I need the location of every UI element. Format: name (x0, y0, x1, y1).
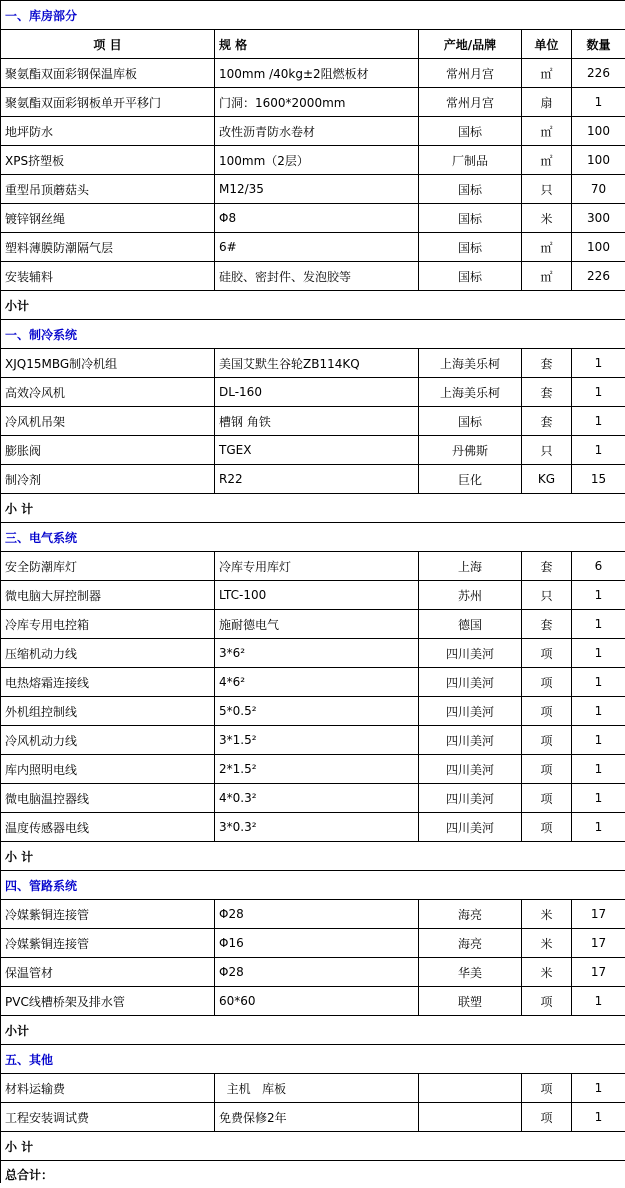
item-unit: 只 (522, 175, 572, 204)
section-title: 三、电气系统 (1, 523, 625, 552)
column-header-row (1, 30, 625, 59)
item-spec: Φ16 (215, 929, 419, 958)
item-unit: 米 (522, 900, 572, 929)
item-name: 冷媒紫铜连接管 (1, 900, 215, 929)
item-name: 电热熔霜连接线 (1, 668, 215, 697)
item-origin (419, 1074, 522, 1103)
header-spec: 规 格 (215, 30, 419, 59)
item-unit: ㎡ (522, 117, 572, 146)
item-spec: 主机 库板 (215, 1074, 419, 1103)
item-origin: 国标 (419, 175, 522, 204)
item-spec: 施耐德电气 (215, 610, 419, 639)
item-qty: 1 (572, 726, 625, 755)
item-qty: 1 (572, 349, 625, 378)
item-qty: 1 (572, 581, 625, 610)
table-row (1, 900, 625, 929)
item-name: 压缩机动力线 (1, 639, 215, 668)
item-name: 高效冷风机 (1, 378, 215, 407)
item-spec: Φ8 (215, 204, 419, 233)
header-unit: 单位 (522, 30, 572, 59)
item-unit: 项 (522, 726, 572, 755)
table-row (1, 987, 625, 1016)
item-origin: 常州月宫 (419, 88, 522, 117)
item-unit: ㎡ (522, 59, 572, 88)
table-row (1, 929, 625, 958)
item-qty: 1 (572, 407, 625, 436)
item-qty: 17 (572, 929, 625, 958)
item-name: 材料运输费 (1, 1074, 215, 1103)
item-name: 冷风机吊架 (1, 407, 215, 436)
table-row (1, 175, 625, 204)
item-unit: 项 (522, 813, 572, 842)
table-row (1, 88, 625, 117)
item-name: 冷库专用电控箱 (1, 610, 215, 639)
item-origin: 德国 (419, 610, 522, 639)
item-origin: 常州月宫 (419, 59, 522, 88)
table-row (1, 726, 625, 755)
item-unit: 只 (522, 581, 572, 610)
item-name: 重型吊顶蘑菇头 (1, 175, 215, 204)
item-origin: 四川美河 (419, 697, 522, 726)
table-row (1, 552, 625, 581)
table-row (1, 262, 625, 291)
item-origin: 国标 (419, 233, 522, 262)
item-name: 聚氨酯双面彩钢保温库板 (1, 59, 215, 88)
table-row (1, 784, 625, 813)
item-qty: 1 (572, 639, 625, 668)
item-spec: 6# (215, 233, 419, 262)
item-spec: 免费保修2年 (215, 1103, 419, 1132)
item-name: 地坪防水 (1, 117, 215, 146)
subtotal-label: 小 计 (1, 1132, 625, 1161)
table-row (1, 204, 625, 233)
item-unit: 套 (522, 349, 572, 378)
item-spec: M12/35 (215, 175, 419, 204)
item-unit: 项 (522, 697, 572, 726)
subtotal-row (1, 1132, 625, 1161)
item-name: 工程安装调试费 (1, 1103, 215, 1132)
item-name: 外机组控制线 (1, 697, 215, 726)
table-row (1, 349, 625, 378)
table-row (1, 1103, 625, 1132)
section-title-row (1, 523, 625, 552)
item-name: 镀锌钢丝绳 (1, 204, 215, 233)
item-origin: 华美 (419, 958, 522, 987)
item-origin: 海亮 (419, 929, 522, 958)
item-origin: 国标 (419, 262, 522, 291)
section-title-row (1, 1, 625, 30)
item-qty: 1 (572, 697, 625, 726)
header-origin: 产地/品牌 (419, 30, 522, 59)
item-qty: 1 (572, 813, 625, 842)
item-qty: 1 (572, 88, 625, 117)
item-unit: 项 (522, 639, 572, 668)
item-unit: 米 (522, 204, 572, 233)
item-unit: 米 (522, 929, 572, 958)
item-unit: 项 (522, 668, 572, 697)
item-spec: 3*6² (215, 639, 419, 668)
item-name: 塑料薄膜防潮隔气层 (1, 233, 215, 262)
item-origin: 四川美河 (419, 639, 522, 668)
section-title: 四、管路系统 (1, 871, 625, 900)
item-name: PVC线槽桥架及排水管 (1, 987, 215, 1016)
item-spec: 4*0.3² (215, 784, 419, 813)
item-qty: 1 (572, 784, 625, 813)
item-name: XJQ15MBG制冷机组 (1, 349, 215, 378)
item-spec: 100mm（2层） (215, 146, 419, 175)
item-origin: 四川美河 (419, 813, 522, 842)
table-row (1, 581, 625, 610)
item-unit: 套 (522, 610, 572, 639)
table-row (1, 668, 625, 697)
item-name: 温度传感器电线 (1, 813, 215, 842)
grand-total-row (1, 1161, 625, 1184)
item-unit: ㎡ (522, 262, 572, 291)
item-unit: 项 (522, 784, 572, 813)
item-spec: R22 (215, 465, 419, 494)
table-row (1, 378, 625, 407)
table-row (1, 146, 625, 175)
item-qty: 70 (572, 175, 625, 204)
table-row (1, 639, 625, 668)
subtotal-row (1, 1016, 625, 1045)
item-spec: 槽钢 角铁 (215, 407, 419, 436)
item-name: 微电脑温控器线 (1, 784, 215, 813)
table-row (1, 436, 625, 465)
item-spec: 美国艾默生谷轮ZB114KQ (215, 349, 419, 378)
subtotal-row (1, 494, 625, 523)
item-qty: 226 (572, 59, 625, 88)
item-qty: 15 (572, 465, 625, 494)
table-row (1, 407, 625, 436)
item-unit: 项 (522, 987, 572, 1016)
item-qty: 1 (572, 1074, 625, 1103)
item-name: 微电脑大屏控制器 (1, 581, 215, 610)
subtotal-row (1, 291, 625, 320)
table-row (1, 117, 625, 146)
item-origin (419, 1103, 522, 1132)
item-qty: 100 (572, 117, 625, 146)
item-spec: 60*60 (215, 987, 419, 1016)
item-spec: 改性沥青防水卷材 (215, 117, 419, 146)
item-spec: 2*1.5² (215, 755, 419, 784)
item-origin: 四川美河 (419, 755, 522, 784)
item-spec: DL-160 (215, 378, 419, 407)
item-name: 制冷剂 (1, 465, 215, 494)
item-qty: 1 (572, 987, 625, 1016)
item-unit: 套 (522, 552, 572, 581)
header-item: 项 目 (1, 30, 215, 59)
subtotal-label: 小 计 (1, 494, 625, 523)
item-unit: 米 (522, 958, 572, 987)
item-name: 冷风机动力线 (1, 726, 215, 755)
item-qty: 6 (572, 552, 625, 581)
item-spec: 4*6² (215, 668, 419, 697)
item-origin: 苏州 (419, 581, 522, 610)
item-unit: ㎡ (522, 146, 572, 175)
item-origin: 海亮 (419, 900, 522, 929)
item-origin: 国标 (419, 117, 522, 146)
item-origin: 四川美河 (419, 726, 522, 755)
item-spec: 5*0.5² (215, 697, 419, 726)
item-origin: 丹佛斯 (419, 436, 522, 465)
item-origin: 联塑 (419, 987, 522, 1016)
item-origin: 国标 (419, 407, 522, 436)
item-qty: 1 (572, 378, 625, 407)
subtotal-label: 小计 (1, 291, 625, 320)
item-name: 安装辅料 (1, 262, 215, 291)
item-qty: 17 (572, 900, 625, 929)
item-qty: 17 (572, 958, 625, 987)
item-unit: KG (522, 465, 572, 494)
item-origin: 四川美河 (419, 668, 522, 697)
item-name: XPS挤塑板 (1, 146, 215, 175)
item-qty: 1 (572, 436, 625, 465)
item-unit: 套 (522, 378, 572, 407)
item-qty: 100 (572, 233, 625, 262)
item-spec: LTC-100 (215, 581, 419, 610)
item-unit: 套 (522, 407, 572, 436)
table-row (1, 465, 625, 494)
table-row (1, 1074, 625, 1103)
table-row (1, 59, 625, 88)
item-spec: 冷库专用库灯 (215, 552, 419, 581)
table-row (1, 958, 625, 987)
item-qty: 100 (572, 146, 625, 175)
subtotal-label: 小计 (1, 1016, 625, 1045)
item-name: 聚氨酯双面彩钢板单开平移门 (1, 88, 215, 117)
item-name: 保温管材 (1, 958, 215, 987)
item-spec: 3*0.3² (215, 813, 419, 842)
table-row (1, 233, 625, 262)
item-unit: 只 (522, 436, 572, 465)
item-unit: 项 (522, 1074, 572, 1103)
section-title: 一、制冷系统 (1, 320, 625, 349)
subtotal-label: 小 计 (1, 842, 625, 871)
section-title-row (1, 1045, 625, 1074)
item-spec: TGEX (215, 436, 419, 465)
table-row (1, 610, 625, 639)
table-row (1, 813, 625, 842)
grand-total-label: 总合计： (1, 1161, 625, 1184)
item-spec: 3*1.5² (215, 726, 419, 755)
item-origin: 上海 (419, 552, 522, 581)
table-row (1, 755, 625, 784)
item-unit: 项 (522, 755, 572, 784)
item-origin: 巨化 (419, 465, 522, 494)
item-qty: 1 (572, 610, 625, 639)
section-title: 一、库房部分 (1, 1, 625, 30)
item-spec: 门洞：1600*2000mm (215, 88, 419, 117)
item-origin: 国标 (419, 204, 522, 233)
item-spec: 硅胶、密封件、发泡胶等 (215, 262, 419, 291)
item-qty: 1 (572, 755, 625, 784)
header-qty: 数量 (572, 30, 625, 59)
item-spec: Φ28 (215, 958, 419, 987)
table-row (1, 697, 625, 726)
section-title-row (1, 871, 625, 900)
item-name: 冷媒紫铜连接管 (1, 929, 215, 958)
item-qty: 1 (572, 1103, 625, 1132)
item-origin: 上海美乐柯 (419, 378, 522, 407)
item-unit: 项 (522, 1103, 572, 1132)
section-title-row (1, 320, 625, 349)
item-name: 库内照明电线 (1, 755, 215, 784)
item-unit: ㎡ (522, 233, 572, 262)
item-qty: 1 (572, 668, 625, 697)
item-origin: 厂制品 (419, 146, 522, 175)
item-spec: Φ28 (215, 900, 419, 929)
item-origin: 四川美河 (419, 784, 522, 813)
item-spec: 100mm /40kg±2阻燃板材 (215, 59, 419, 88)
subtotal-row (1, 842, 625, 871)
item-unit: 扇 (522, 88, 572, 117)
item-name: 安全防潮库灯 (1, 552, 215, 581)
item-origin: 上海美乐柯 (419, 349, 522, 378)
item-qty: 226 (572, 262, 625, 291)
item-name: 膨胀阀 (1, 436, 215, 465)
section-title: 五、其他 (1, 1045, 625, 1074)
item-qty: 300 (572, 204, 625, 233)
quotation-body (1, 1, 625, 1184)
